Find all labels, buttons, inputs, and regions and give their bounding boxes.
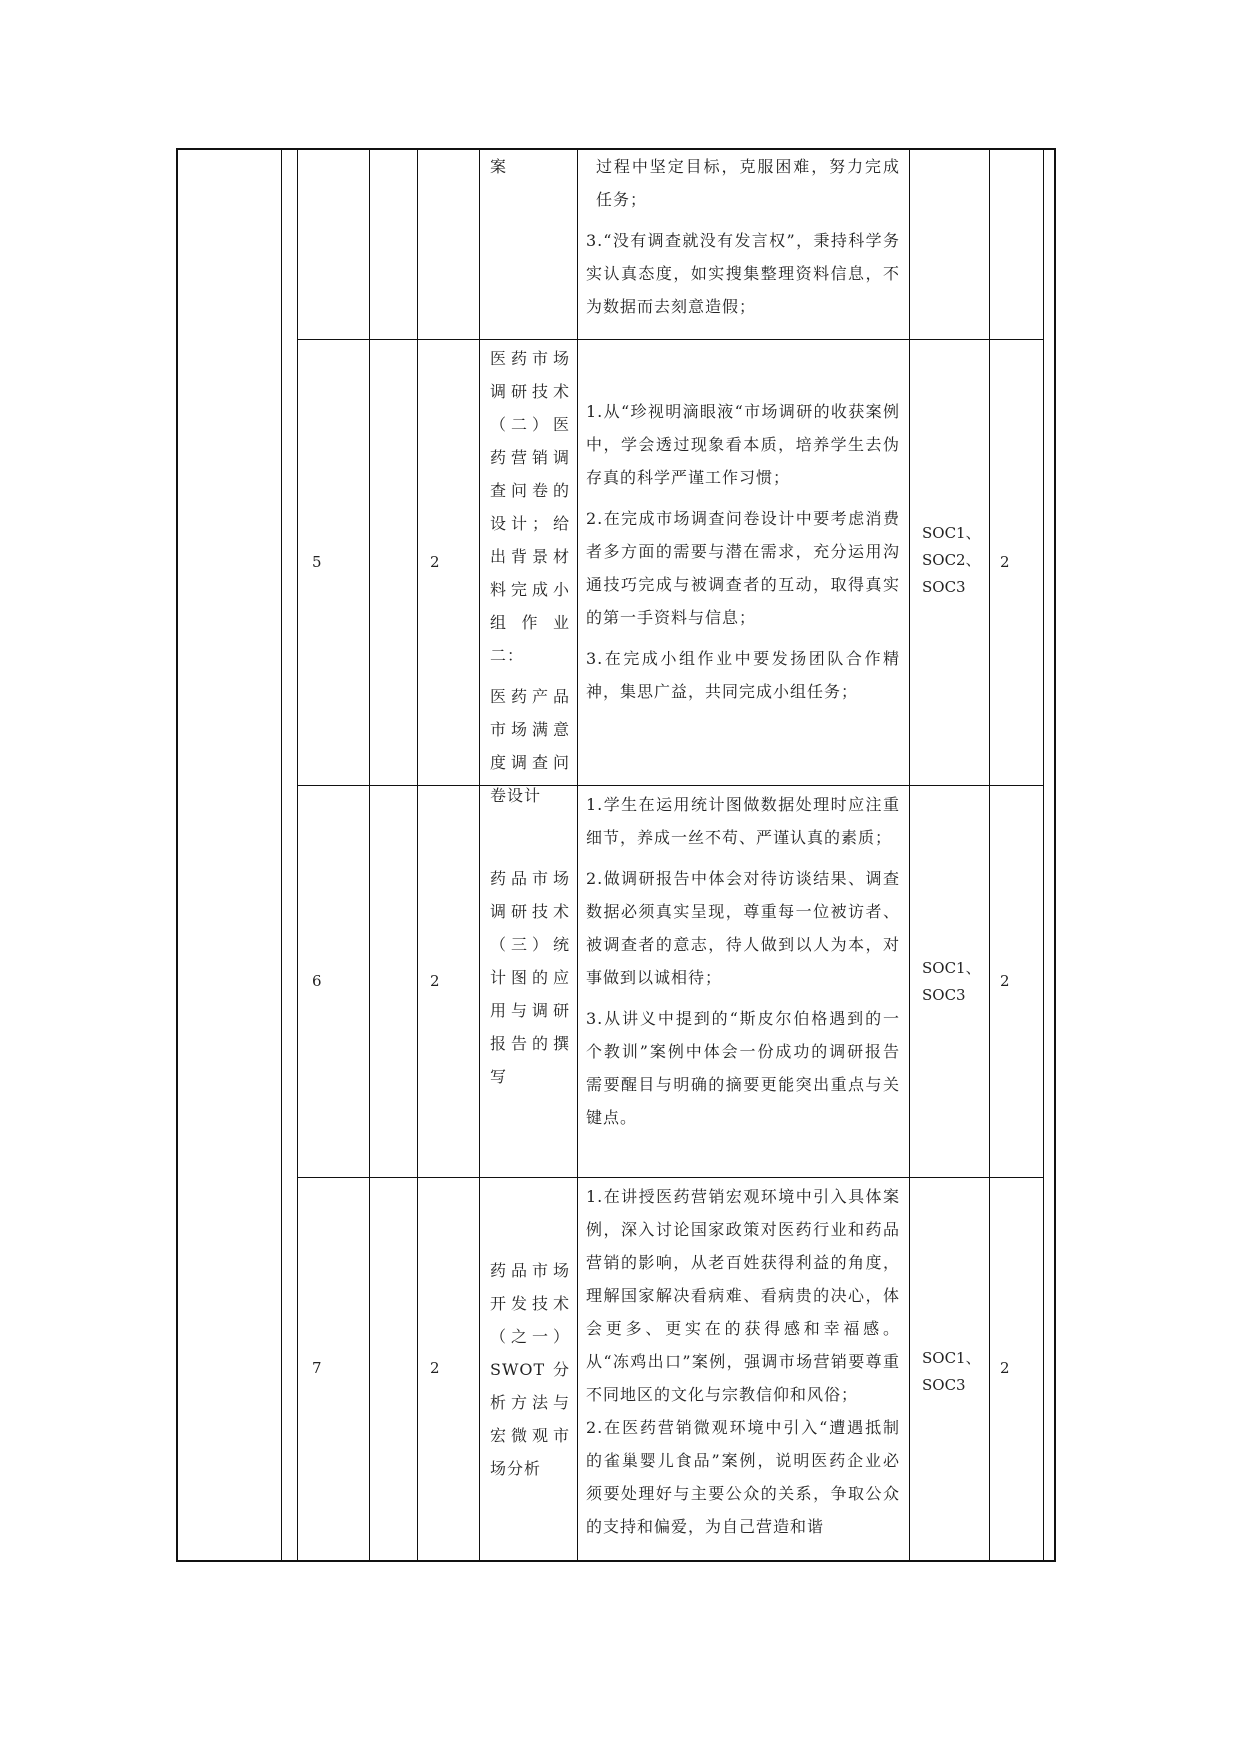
ideology-item: 2.做调研报告中体会对待访谈结果、调查数据必须真实呈现，尊重每一位被访者、被调查者的意志，待人做到以人为本，对事做到以诚相待； — [586, 869, 900, 987]
col-sep — [577, 148, 578, 1562]
col-sep — [297, 148, 298, 1562]
topic-cell — [490, 862, 570, 1101]
hours-value: 2 — [430, 1358, 440, 1377]
ideology-cell — [586, 395, 900, 716]
week-cell — [312, 1178, 362, 1558]
week-cell — [312, 340, 362, 784]
objectives-cell — [922, 955, 988, 1009]
hours-cell — [430, 340, 470, 784]
topic-text: 案 — [490, 157, 507, 176]
objectives-cell — [922, 1345, 988, 1399]
hours-cell — [430, 786, 470, 1176]
topic-text: 医药产品市场满意度调查问卷设计 — [490, 687, 570, 805]
ideology-item: 3.“没有调查就没有发言权”，秉持科学务实认真态度，如实搜集整理资料信息，不为数据而去刻意造假； — [586, 231, 900, 316]
ideology-cell — [586, 1180, 900, 1551]
weight-cell — [1000, 1178, 1040, 1558]
weight-cell — [1000, 786, 1040, 1176]
ideology-item: 1.在讲授医药营销宏观环境中引入具体案例，深入讨论国家政策对医药行业和药品营销的影响，从老百姓获得利益的角度，理解国家解决看病难、看病贵的决心，体会更多、更实在的获得感和幸福感。从“冻鸡出口”案例，强调市场营销要尊重不同地区的文化与宗教信仰和风俗； — [586, 1187, 900, 1404]
col-sep — [417, 148, 418, 1562]
week-number: 6 — [312, 971, 322, 990]
objective-code: SOC3 — [922, 1376, 966, 1394]
topic-text: 医药市场调研技术（二）医药营销调查问卷的设计；给出背景材料完成小组作业二： — [490, 349, 570, 665]
objective-code: SOC2、 — [922, 551, 981, 569]
ideology-item: 3.在完成小组作业中要发扬团队合作精神，集思广益，共同完成小组任务； — [586, 649, 900, 701]
weight-cell — [1000, 340, 1040, 784]
weight-value: 2 — [1000, 971, 1010, 990]
table-left-border — [176, 148, 178, 1562]
ideology-cell — [586, 150, 900, 331]
ideology-item: 过程中坚定目标，克服困难，努力完成任务； — [596, 157, 900, 209]
table-bottom-border — [176, 1560, 1056, 1562]
objective-code: SOC3 — [922, 578, 966, 596]
topic-cell — [490, 342, 570, 820]
hours-cell — [430, 1178, 470, 1558]
topic-cell — [490, 1254, 570, 1493]
objective-code: SOC1、 — [922, 959, 981, 977]
ideology-item: 1.学生在运用统计图做数据处理时应注重细节，养成一丝不苟、严谨认真的素质； — [586, 795, 900, 847]
weight-value: 2 — [1000, 552, 1010, 571]
week-number: 5 — [312, 552, 322, 571]
week-number: 7 — [312, 1358, 322, 1377]
week-cell — [312, 786, 362, 1176]
ideology-item: 1.从“珍视明滴眼液“市场调研的收获案例中，学会透过现象看本质，培养学生去伪存真的科学严谨工作习惯； — [586, 402, 900, 487]
objective-code: SOC1、 — [922, 524, 981, 542]
objective-code: SOC1、 — [922, 1349, 981, 1367]
col-sep — [909, 148, 910, 1562]
col-sep — [281, 148, 282, 1562]
row-sep — [297, 339, 1043, 340]
objectives-cell — [922, 520, 988, 601]
hours-value: 2 — [430, 971, 440, 990]
col-sep — [989, 148, 990, 1562]
col-sep — [479, 148, 480, 1562]
weight-value: 2 — [1000, 1358, 1010, 1377]
ideology-item: 2.在医药营销微观环境中引入“遭遇抵制的雀巢婴儿食品”案例，说明医药企业必须要处理好与主要公众的关系，争取公众的支持和偏爱，为自己营造和谐 — [586, 1418, 900, 1536]
row-sep — [297, 1177, 1043, 1178]
table-right-border — [1054, 148, 1056, 1562]
col-sep — [1043, 148, 1044, 1562]
hours-value: 2 — [430, 552, 440, 571]
ideology-item: 3.从讲义中提到的“斯皮尔伯格遇到的一个教训”案例中体会一份成功的调研报告需要醒目与明确的摘要更能突出重点与关键点。 — [586, 1009, 900, 1127]
col-sep — [369, 148, 370, 1562]
ideology-cell — [586, 788, 900, 1142]
row-sep — [297, 785, 1043, 786]
objective-code: SOC3 — [922, 986, 966, 1004]
topic-text: 药品市场调研技术（三）统计图的应用与调研报告的撰写 — [490, 869, 570, 1086]
ideology-item: 2.在完成市场调查问卷设计中要考虑消费者多方面的需要与潜在需求，充分运用沟通技巧完成与被调查者的互动，取得真实的第一手资料与信息； — [586, 509, 900, 627]
topic-text: 药品市场开发技术（之一）SWOT分析方法与宏微观市场分析 — [490, 1261, 570, 1478]
topic-cell — [490, 150, 568, 183]
